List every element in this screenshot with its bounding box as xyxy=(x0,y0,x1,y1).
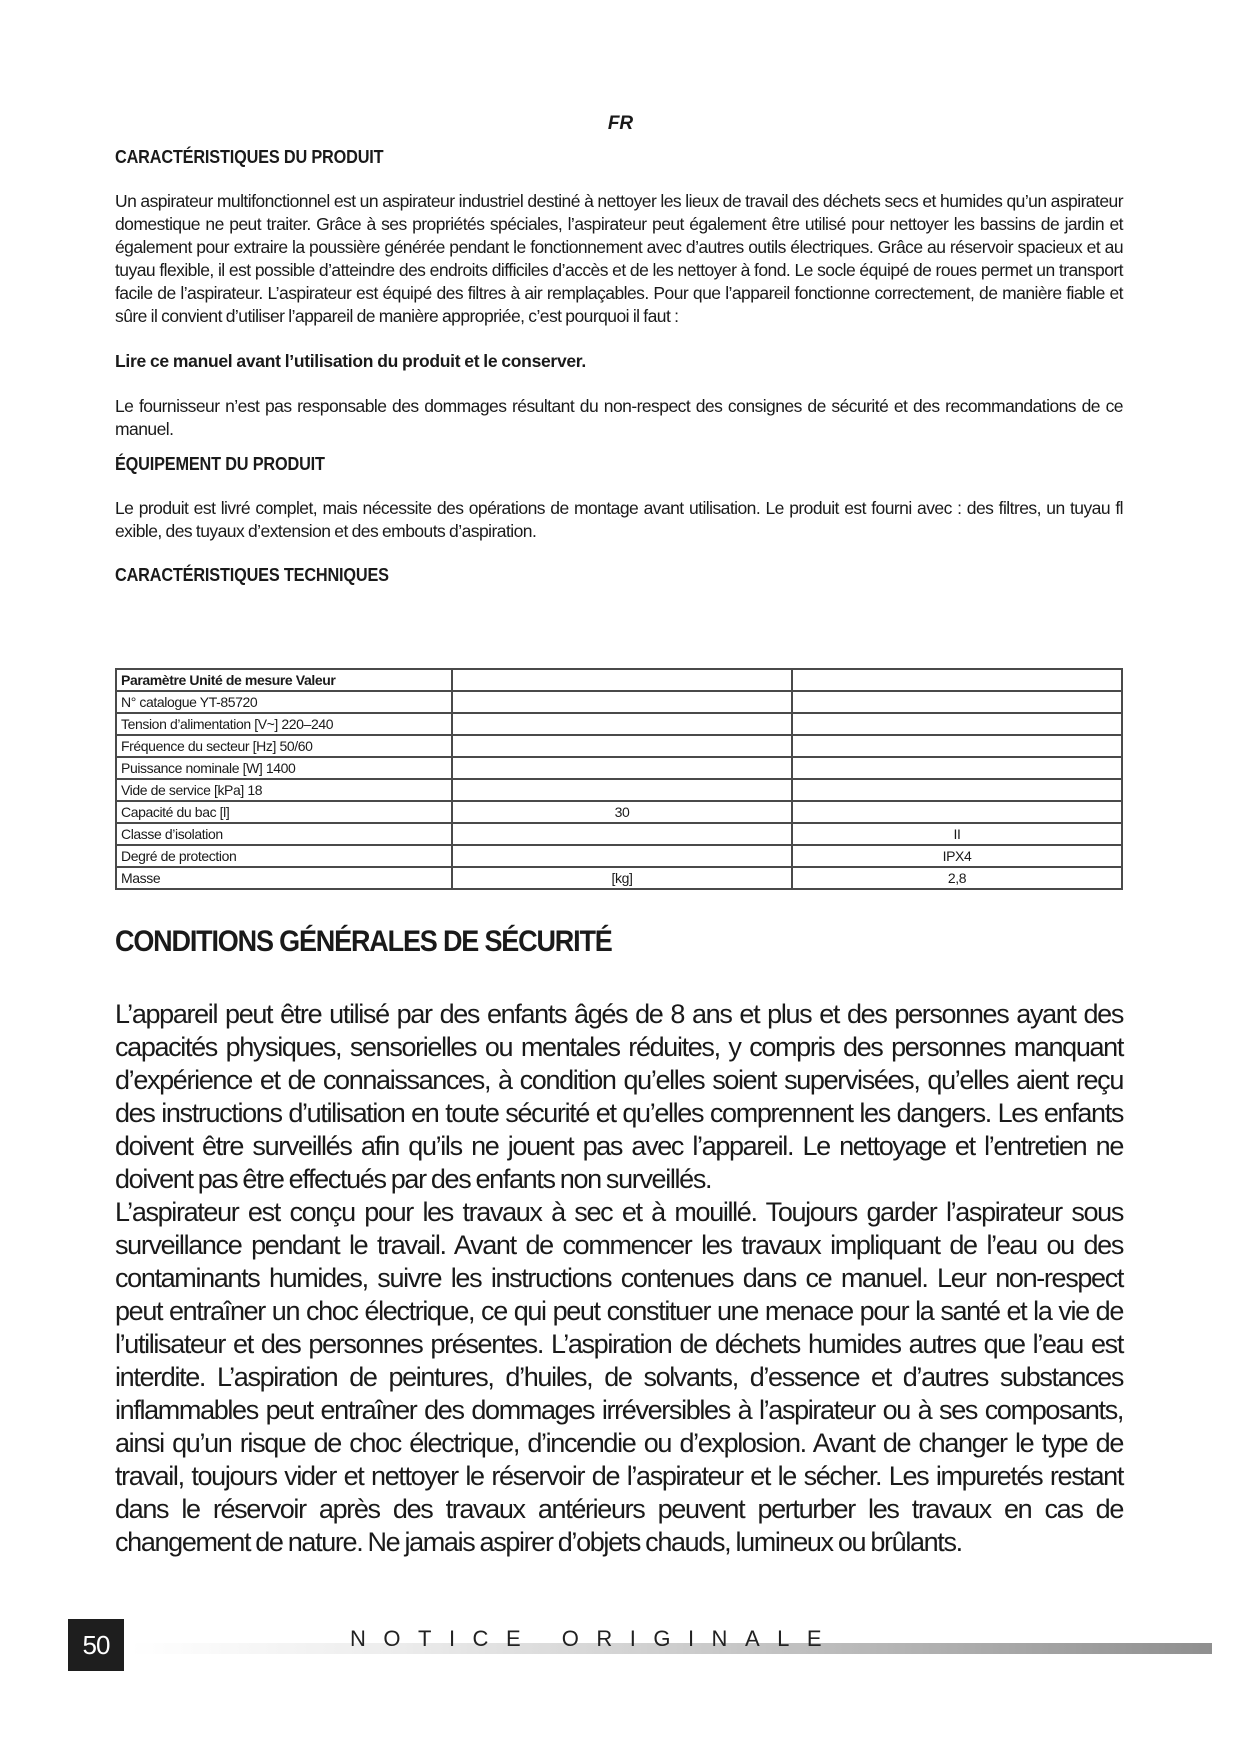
table-cell-c1: Tension d’alimentation [V~] 220–240 xyxy=(116,713,452,735)
table-cell-c3 xyxy=(792,779,1122,801)
table-row xyxy=(116,713,1122,735)
table-cell-c2 xyxy=(452,757,792,779)
table-cell-c3 xyxy=(792,669,1122,691)
table-cell-c1: Degré de protection xyxy=(116,845,452,867)
table-cell-c2 xyxy=(452,713,792,735)
table-cell-c3 xyxy=(792,713,1122,735)
product-intro-paragraph: Un aspirateur multifonctionnel est un aspirateur industriel destiné à nettoyer les lieux de travail des déchets secs et humides qu’un aspirateur domestique ne peut traiter. Grâce à ses propriétés spéciales, l’aspirateur peut également être utilisé pour nettoyer les bassins de jardin et également pour extraire la poussière générée pendant le fonctionnement avec d’autres outils électriques. Grâce au réservoir spacieux et au tuyau flexible, il est possible d’atteindre des endroits difficiles d’accès et de les nettoyer à fond. Le socle équipé de roues permet un transport facile de l’aspirateur. L’aspirateur est équipé des filtres à air remplaçables. Pour que l’appareil fonctionne correctement, de manière fiable et sûre il convient d’utiliser l’appareil de manière appropriée, c’est pourquoi il faut : xyxy=(115,191,1123,326)
table-cell-c3: IPX4 xyxy=(792,845,1122,867)
table-cell-c1: Classe d’isolation xyxy=(116,823,452,845)
table-cell-c2 xyxy=(452,823,792,845)
table-cell-c1: Capacité du bac [l] xyxy=(116,801,452,823)
table-row xyxy=(116,867,1122,889)
product-equipment-paragraph: Le produit est livré complet, mais nécessite des opérations de montage avant utilisation. Le produit est fourni avec : des filtres, un tuyau fl exible, des tuyaux d’extension et des embouts d’aspiration. xyxy=(115,498,1123,541)
table-cell-c1: Masse xyxy=(116,867,452,889)
table-cell-c3 xyxy=(792,691,1122,713)
read-manual-notice: Lire ce manuel avant l’utilisation du produit et le conserver. xyxy=(115,351,586,371)
technical-spec-table xyxy=(115,668,1123,890)
table-cell-c3: 2,8 xyxy=(792,867,1122,889)
page-number: 50 xyxy=(68,1619,124,1671)
table-cell-c2 xyxy=(452,691,792,713)
table-cell-c3 xyxy=(792,757,1122,779)
table-cell-c3 xyxy=(792,735,1122,757)
table-row xyxy=(116,845,1122,867)
table-row xyxy=(116,801,1122,823)
table-header-row xyxy=(116,669,1122,691)
table-cell-c1: Puissance nominale [W] 1400 xyxy=(116,757,452,779)
table-cell-c2 xyxy=(452,779,792,801)
table-row xyxy=(116,779,1122,801)
table-cell-c3: II xyxy=(792,823,1122,845)
section-title-technical-characteristics: CARACTÉRISTIQUES TECHNIQUES xyxy=(115,564,389,585)
table-row xyxy=(116,735,1122,757)
table-cell-c1: N° catalogue YT-85720 xyxy=(116,691,452,713)
safety-paragraph-children: L’appareil peut être utilisé par des enfants âgés de 8 ans et plus et des personnes ayant des capacités physiques, sensorielles ou mentales réduites, y compris des personnes manquant d’expérience et de connaissances, à condition qu’elles soient supervisées, qu’elles aient reçu des instructions d’utilisation en toute sécurité et qu’elles comprennent les dangers. Les enfants doivent être surveillés afin qu’ils ne jouent pas avec l’appareil. Le nettoyage et l’entretien ne doivent pas être effectués par des enfants non surveillés. xyxy=(115,999,1123,1194)
table-cell-c1: Vide de service [kPa] 18 xyxy=(116,779,452,801)
section-title-product-characteristics: CARACTÉRISTIQUES DU PRODUIT xyxy=(115,146,384,167)
table-cell-c2: 30 xyxy=(452,801,792,823)
safety-paragraph-wet-dry: L’aspirateur est conçu pour les travaux à sec et à mouillé. Toujours garder l’aspirateur sous surveillance pendant le travail. Avant de commencer les travaux impliquant de l’eau ou des contaminants humides, suivre les instructions contenues dans ce manuel. Leur non-respect peut entraîner un choc électrique, ce qui peut constituer une menace pour la santé et la vie de l’utilisateur et des personnes présentes. L’aspiration de déchets humides autres que l’eau est interdite. L’aspiration de peintures, d’huiles, de solvants, d’essence et d’autres substances inflammables peut entraîner des dommages irréversibles à l’aspirateur ou à ses composants, ainsi qu’un risque de choc électrique, d’incendie ou d’explosion. Avant de changer le type de travail, toujours vider et nettoyer le réservoir de l’aspirateur et le sécher. Les impuretés restant dans le réservoir après des travaux antérieurs peuvent perturber les travaux en cas de changement de nature. Ne jamais aspirer d’objets chauds, lumineux ou brûlants. xyxy=(115,1197,1123,1557)
table-cell-c2: [kg] xyxy=(452,867,792,889)
table-row xyxy=(116,757,1122,779)
main-content xyxy=(115,146,1123,586)
supplier-disclaimer: Le fournisseur n’est pas responsable des dommages résultant du non-respect des consignes de sécurité et des recommandations de ce manuel. xyxy=(115,396,1123,439)
footer-label: NOTICE ORIGINALE xyxy=(350,1626,840,1651)
table-row xyxy=(116,823,1122,845)
general-safety-text xyxy=(115,998,1123,1559)
table-cell-c2 xyxy=(452,845,792,867)
table-cell-c2 xyxy=(452,735,792,757)
table-row xyxy=(116,691,1122,713)
table-cell-c1: Fréquence du secteur [Hz] 50/60 xyxy=(116,735,452,757)
table-cell-c3 xyxy=(792,801,1122,823)
section-title-general-safety: CONDITIONS GÉNÉRALES DE SÉCURITÉ xyxy=(115,925,612,958)
language-code: FR xyxy=(607,113,634,134)
table-cell-c2 xyxy=(452,669,792,691)
table-cell-c1: Paramètre Unité de mesure Valeur xyxy=(116,669,452,691)
section-title-product-equipment: ÉQUIPEMENT DU PRODUIT xyxy=(115,453,325,474)
